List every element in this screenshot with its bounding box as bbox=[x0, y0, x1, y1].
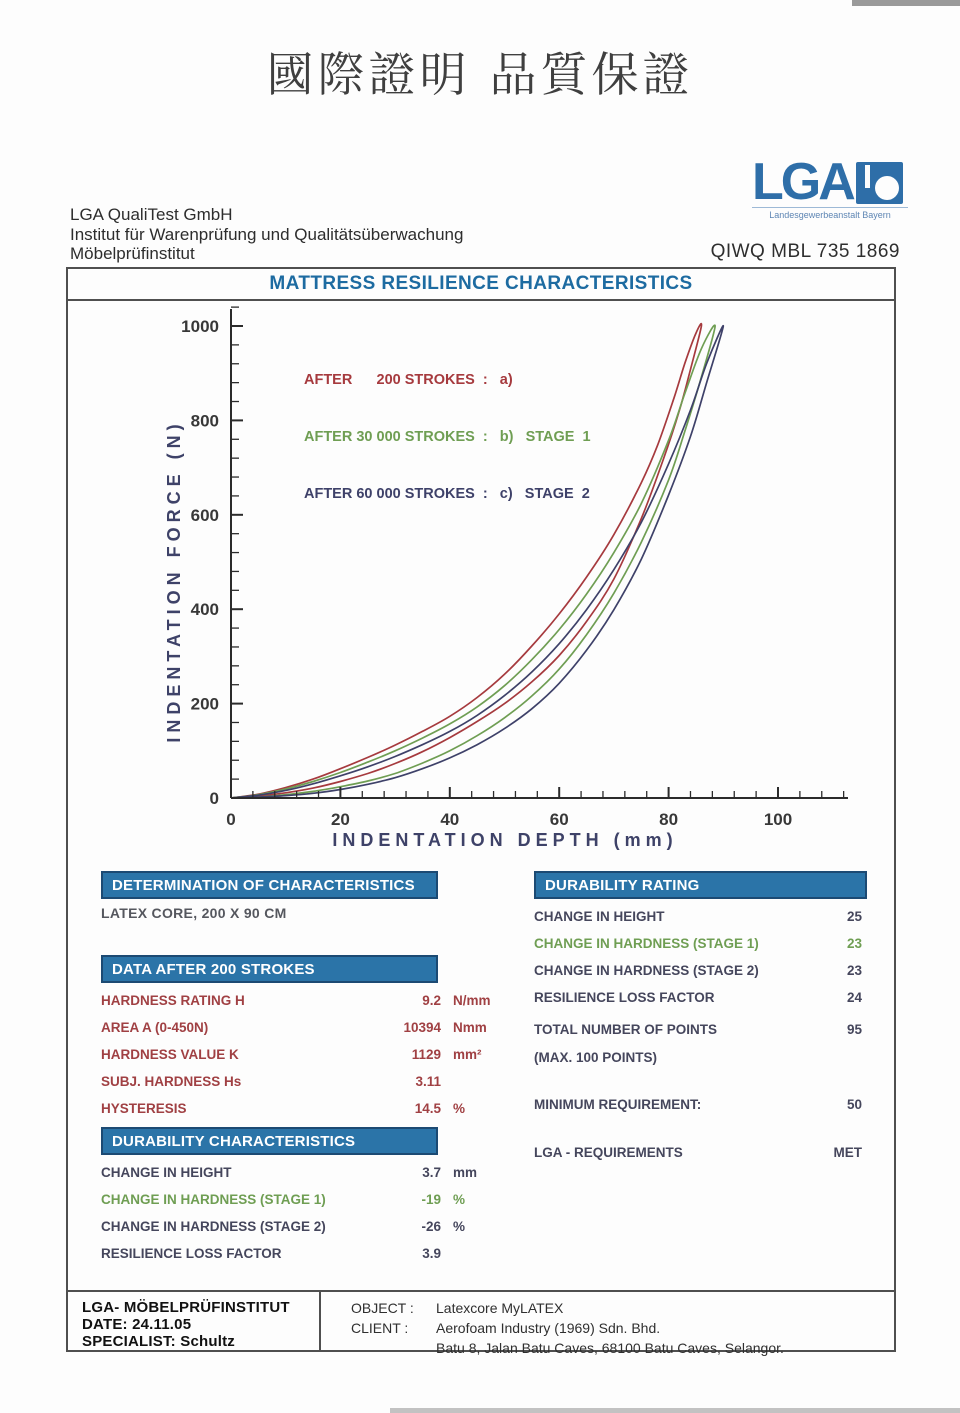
durability-rating-header-bar bbox=[534, 871, 867, 899]
footer-address-row: Batu 8, Jalan Batu Caves, 68100 Batu Caves, Selangor. bbox=[436, 1340, 784, 1356]
svg-text:60: 60 bbox=[549, 810, 569, 829]
y-axis-title: INDENTATION FORCE (N) bbox=[164, 419, 184, 743]
svg-text:20: 20 bbox=[330, 810, 350, 829]
report-box bbox=[66, 267, 896, 1292]
durability-rating-header: DURABILITY RATING bbox=[545, 876, 700, 894]
legend-entry-b: AFTER 30 000 STROKES : b) STAGE 1 bbox=[304, 429, 591, 445]
durability-characteristics-header-bar bbox=[101, 1127, 438, 1155]
table-row: CHANGE IN HARDNESS (STAGE 1) 23 bbox=[534, 936, 862, 951]
table-row: HYSTERESIS 14.5 % bbox=[101, 1101, 466, 1116]
x-axis-title: INDENTATION DEPTH (mm) bbox=[332, 830, 678, 850]
svg-text:1000: 1000 bbox=[181, 317, 219, 336]
footer-object-block bbox=[321, 1292, 894, 1356]
minimum-requirement-row: MINIMUM REQUIREMENT: 50 bbox=[534, 1097, 862, 1112]
scan-artifact-top bbox=[852, 0, 960, 6]
svg-text:0: 0 bbox=[209, 789, 219, 808]
scan-artifact-bottom bbox=[390, 1408, 960, 1413]
table-row: AREA A (0-450N) 10394 Nmm bbox=[101, 1020, 487, 1035]
chart-title: MATTRESS RESILIENCE CHARACTERISTICS bbox=[269, 273, 693, 294]
durability-rating-table bbox=[534, 903, 862, 1011]
table-row: HARDNESS VALUE K 1129 mm² bbox=[101, 1047, 482, 1062]
determination-header: DETERMINATION OF CHARACTERISTICS bbox=[112, 876, 415, 894]
page-title: 國際證明 品質保證 bbox=[266, 48, 694, 103]
report-footer bbox=[66, 1290, 896, 1356]
max-points-note: (MAX. 100 POINTS) bbox=[534, 1050, 658, 1065]
durability-characteristics-header: DURABILITY CHARACTERISTICS bbox=[112, 1132, 356, 1150]
determination-header-bar bbox=[101, 871, 438, 899]
company-institute: Institut für Warenprüfung und Qualitätsüberwachung bbox=[70, 224, 464, 244]
lga-logo-text: LGA bbox=[752, 153, 853, 211]
legend-entry-c: AFTER 60 000 STROKES : c) STAGE 2 bbox=[304, 486, 590, 502]
table-row: CHANGE IN HARDNESS (STAGE 2) -26 % bbox=[101, 1219, 466, 1234]
lga-logo bbox=[752, 153, 908, 220]
svg-text:400: 400 bbox=[190, 600, 219, 620]
durability-characteristics-table bbox=[101, 1159, 493, 1267]
footer-object-row: OBJECT : Latexcore MyLATEX bbox=[351, 1300, 564, 1316]
table-row: CHANGE IN HARDNESS (STAGE 1) -19 % bbox=[101, 1192, 466, 1207]
footer-institute-block bbox=[68, 1292, 321, 1350]
test-subject: LATEX CORE, 200 X 90 CM bbox=[101, 905, 287, 921]
company-name: LGA QualiTest GmbH bbox=[70, 205, 233, 224]
svg-text:0: 0 bbox=[226, 810, 236, 829]
lga-requirements-row: LGA - REQUIREMENTS MET bbox=[534, 1145, 862, 1160]
table-row: CHANGE IN HARDNESS (STAGE 2) 23 bbox=[534, 963, 862, 978]
footer-date: DATE: 24.11.05 bbox=[82, 1316, 192, 1333]
table-row: HARDNESS RATING H 9.2 N/mm bbox=[101, 993, 491, 1008]
data-after-200-header: DATA AFTER 200 STROKES bbox=[112, 960, 315, 978]
svg-text:800: 800 bbox=[190, 411, 219, 431]
total-points-row: TOTAL NUMBER OF POINTS 95 bbox=[534, 1022, 862, 1037]
company-block bbox=[70, 205, 463, 264]
reference-number: QIWQ MBL 735 1869 bbox=[710, 241, 900, 262]
legend-entry-a: AFTER 200 STROKES : a) bbox=[304, 372, 513, 388]
table-row: CHANGE IN HEIGHT 3.7 mm bbox=[101, 1165, 478, 1180]
footer-specialist: SPECIALIST: Schultz bbox=[82, 1333, 235, 1350]
data-after-200-table bbox=[101, 987, 493, 1122]
lga-logo-tagline: Landesgewerbeanstalt Bayern bbox=[752, 207, 908, 220]
svg-text:100: 100 bbox=[763, 810, 793, 829]
chart-legend bbox=[304, 333, 591, 542]
table-row: RESILIENCE LOSS FACTOR 24 bbox=[534, 990, 862, 1005]
table-row: RESILIENCE LOSS FACTOR 3.9 bbox=[101, 1246, 441, 1261]
svg-text:40: 40 bbox=[440, 810, 460, 829]
table-row: CHANGE IN HEIGHT 25 bbox=[534, 909, 862, 924]
table-row: SUBJ. HARDNESS Hs 3.11 bbox=[101, 1074, 441, 1089]
svg-text:200: 200 bbox=[190, 694, 219, 714]
svg-text:80: 80 bbox=[659, 810, 679, 829]
svg-text:600: 600 bbox=[190, 505, 219, 525]
data-after-200-header-bar bbox=[101, 955, 438, 983]
footer-institute: LGA- MÖBELPRÜFINSTITUT bbox=[82, 1299, 290, 1316]
company-department: Möbelprüfinstitut bbox=[70, 244, 195, 263]
chart-title-band bbox=[68, 269, 894, 301]
footer-client-row: CLIENT : Aerofoam Industry (1969) Sdn. Bhd. bbox=[351, 1320, 661, 1336]
lga-logo-icon bbox=[856, 162, 903, 204]
